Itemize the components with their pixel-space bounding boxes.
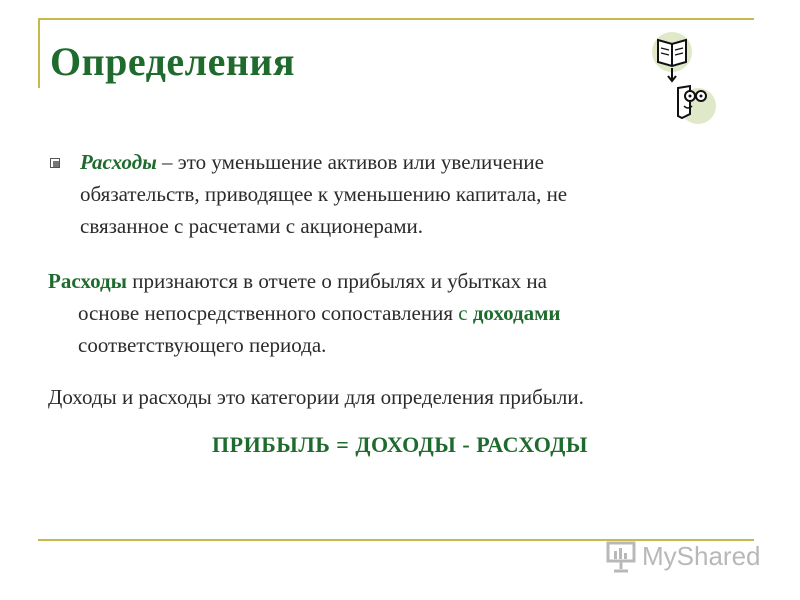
myshared-logo-icon <box>606 539 636 573</box>
para2-line-3: соответствующего периода. <box>78 333 327 357</box>
watermark-logo <box>606 538 761 574</box>
bullet-line-3: связанное с расчетами с акционерами. <box>80 214 423 238</box>
bullet-line-1: – это уменьшение активов или увеличение <box>156 150 544 174</box>
square-bullet-icon <box>50 158 60 168</box>
bullet-line-2: обязательств, приводящее к уменьшению капитала, не <box>80 182 568 206</box>
para2-line-1: признаются в отчете о прибылях и убытках на <box>127 269 547 293</box>
bullet-item <box>44 146 734 242</box>
para2-term: Расходы <box>48 269 127 293</box>
paragraph-recognition <box>48 265 738 361</box>
para2-link-prefix: с <box>458 301 473 325</box>
top-rule <box>38 18 754 20</box>
paragraph-categories: Доходы и расходы это категории для определения прибыли. <box>48 385 584 409</box>
para2-line-2: основе непосредственного сопоставления <box>78 301 459 325</box>
profit-formula: ПРИБЫЛЬ = ДОХОДЫ - РАСХОДЫ <box>212 432 588 457</box>
slide-title: Определения <box>50 39 296 84</box>
book-to-person-icon <box>650 28 722 128</box>
para2-link-word: доходами <box>472 301 561 325</box>
left-rule <box>38 18 40 88</box>
bullet-term: Расходы <box>80 150 157 174</box>
watermark-text: MyShared <box>642 540 761 571</box>
bullet-text <box>80 146 734 242</box>
